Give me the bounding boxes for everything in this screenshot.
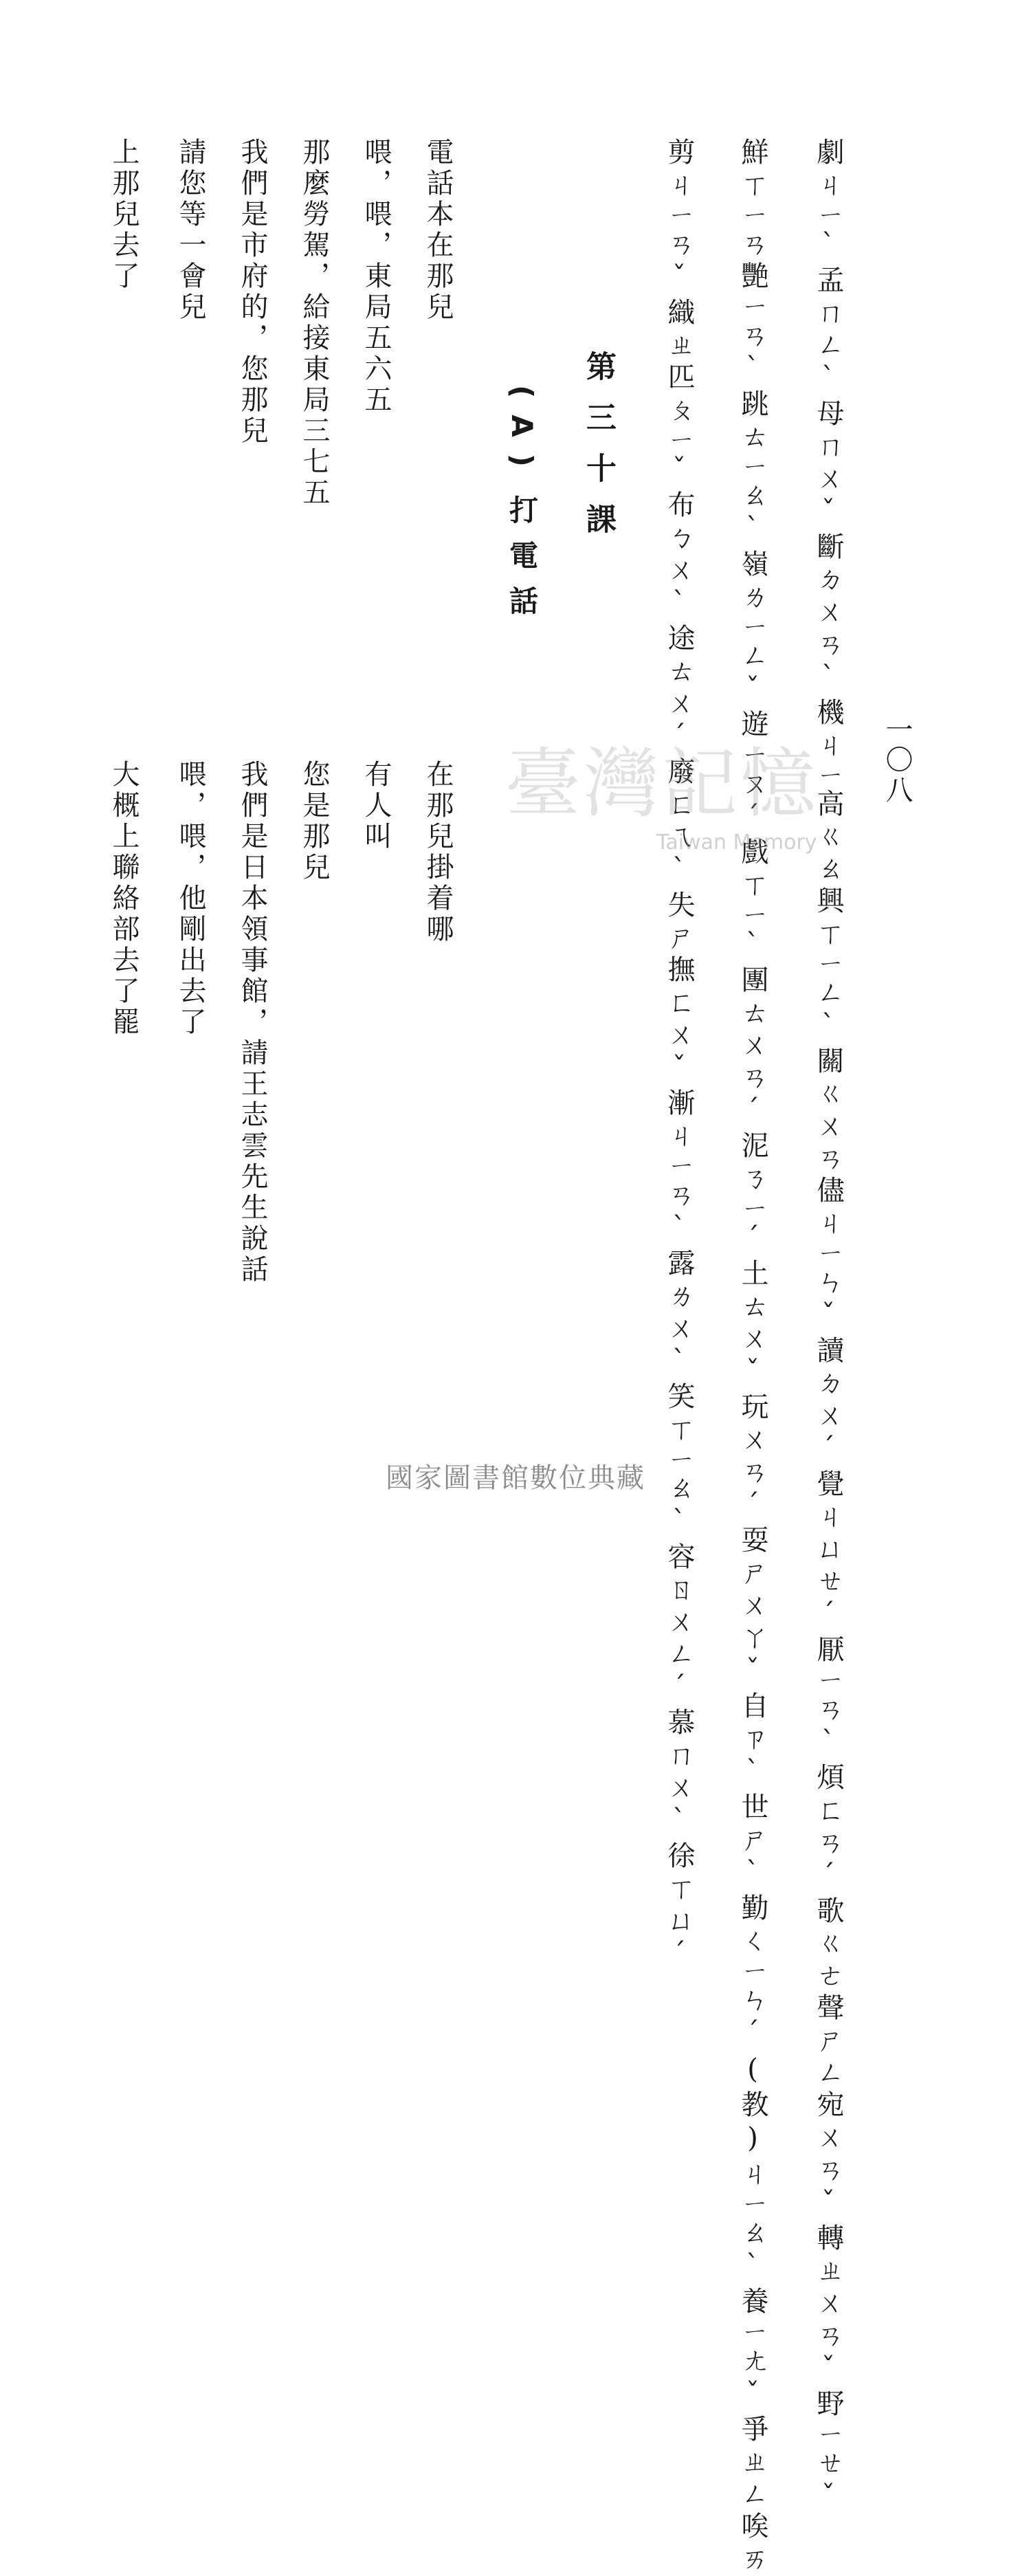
dialogue-line-a: 我們是日本領事館，請王志雲先生說話 [236,760,268,1286]
dialogue-line-b: 喂，喂，東局五六五 [360,137,392,416]
dialogue-line-a: 您是那兒 [298,760,330,883]
dialogue-line-a: 在那兒掛着哪 [422,760,454,945]
lesson-title: 第三十課 [581,351,616,554]
dialogue-line-b: 上那兒去了 [108,137,140,292]
watermark-logo: 臺灣記憶 [505,740,819,828]
dialogue-line-b: 請您等一會兒 [175,137,206,323]
dialogue-line-b: 那麼勞駕，給接東局三七五 [298,137,330,509]
lesson-subtitle: 打電話 [505,495,539,631]
dialogue-line-b: 我們是市府的，您那兒 [236,137,268,447]
dialogue-line-a: 喂，喂，他剛出去了 [175,760,206,1038]
watermark-subtext: Taiwan Memory [656,830,817,855]
dialogue-line-a: 有人叫 [360,760,392,852]
footer-credit: 國家圖書館數位典藏 [386,1462,645,1494]
lesson-subtitle-mark: (A) [505,385,539,483]
dialogue-line-a: 大概上聯絡部去了罷 [108,760,140,1038]
vocabulary-column-2: 鮮ㄒㄧㄢ艷ㄧㄢˋ跳ㄊㄧㄠˋ嶺ㄌㄧㄥˇ遊ㄧㄡˊ戲ㄒㄧˋ團ㄊㄨㄢˊ泥ㄋㄧˊ土ㄊㄨˇ玩ㄨㄢˊ耍ㄕㄨㄚˇ自ㄗˋ世ㄕˋ勤ㄑㄧㄣˊ(教)ㄐㄧㄠˋ養ㄧㄤˇ爭ㄓㄥ唉ㄞ [737,137,768,2576]
vocabulary-column-3: 剪ㄐㄧㄢˇ織ㄓ匹ㄆㄧˇ布ㄅㄨˋ途ㄊㄨˊ廢ㄈㄟˋ失ㄕ撫ㄈㄨˇ漸ㄐㄧㄢˋ露ㄌㄨˋ笑ㄒㄧㄠˋ容ㄖㄨㄥˊ慕ㄇㄨˋ徐ㄒㄩˊ [663,137,695,1974]
vocabulary-column-1: 劇ㄐㄧˋ孟ㄇㄥˋ母ㄇㄨˇ斷ㄉㄨㄢˋ機ㄐㄧ高ㄍㄠ興ㄒㄧㄥˋ關ㄍㄨㄢ儘ㄐㄧㄣˇ讀ㄉㄨˊ覺ㄐㄩㄝˊ厭ㄧㄢˋ煩ㄈㄢˊ歌ㄍㄜ聲ㄕㄥ宛ㄨㄢˇ轉ㄓㄨㄢˇ野ㄧㄝˇ [812,137,844,2517]
page-number: 一〇八 [881,715,913,806]
dialogue-line-b: 電話本在那兒 [422,137,454,323]
